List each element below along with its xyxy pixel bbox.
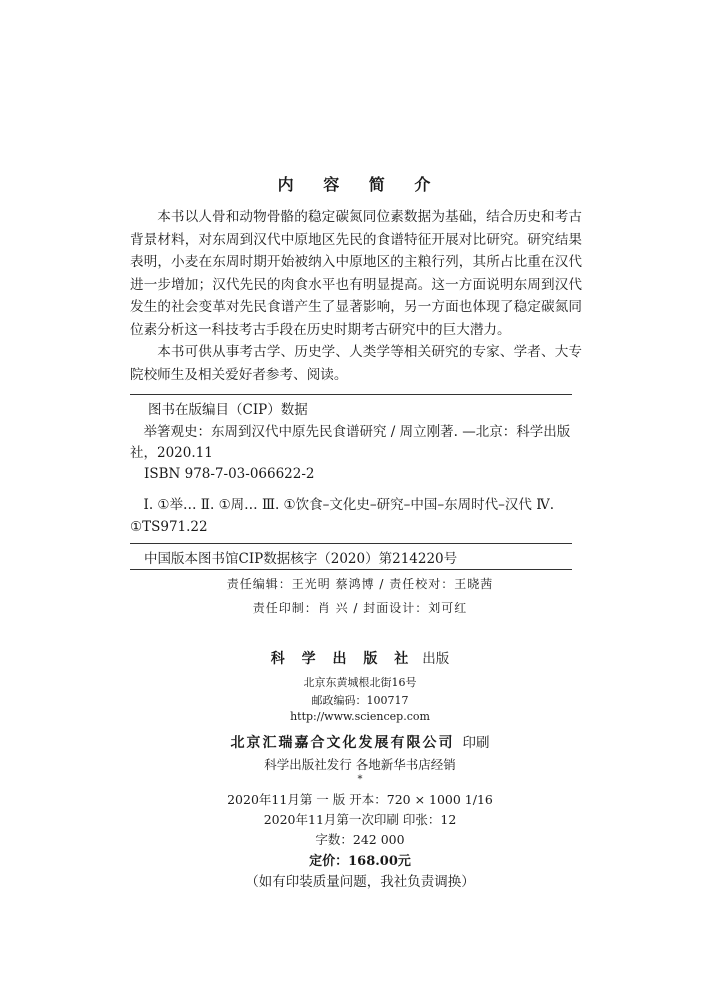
quality-notice: （如有印装质量问题，我社负责调换） bbox=[245, 874, 475, 890]
printer-line bbox=[0, 731, 720, 752]
credits-line-2: 责任印制：肖 兴 / 封面设计：刘可红 bbox=[252, 601, 468, 615]
cip-isbn: ISBN 978-7-03-066622-2 bbox=[144, 466, 315, 482]
summary-title: 内 容 简 介 bbox=[277, 175, 443, 194]
separator-mark: * bbox=[357, 774, 363, 785]
printer-suffix: 印刷 bbox=[462, 735, 490, 751]
edition-wordcount: 字数：242 000 bbox=[315, 832, 405, 847]
edition-line-2: 2020年11月第一次印刷 印张：12 bbox=[263, 812, 457, 827]
cip-main-entry-text: 举箸观史：东周到汉代中原先民食谱研究 / 周立刚著. —北京：科学出版社，2020.11 bbox=[130, 424, 571, 461]
cip-record-number: 中国版本图书馆CIP数据核字（2020）第214220号 bbox=[144, 551, 458, 567]
publisher-url: http://www.sciencep.com bbox=[290, 710, 430, 723]
publisher-logo: 科 学 出 版 社 bbox=[270, 651, 415, 667]
publisher-suffix: 出版 bbox=[422, 651, 450, 667]
cip-heading: 图书在版编目（CIP）数据 bbox=[148, 402, 308, 418]
price: 定价：168.00元 bbox=[309, 854, 411, 869]
summary-body bbox=[130, 206, 582, 386]
cip-top-rule bbox=[130, 394, 572, 395]
cip-classification-text: Ⅰ. ①举… Ⅱ. ①周… Ⅲ. ①饮食–文化史–研究–中国–东周时代–汉代 Ⅳ. ①TS971.22 bbox=[130, 497, 554, 535]
edition-line-1: 2020年11月第 一 版 开本：720 × 1000 1/16 bbox=[227, 792, 493, 807]
publisher-line bbox=[0, 647, 720, 668]
cip-bottom-rule bbox=[130, 569, 572, 570]
summary-paragraph-2: 本书可供从事考古学、历史学、人类学等相关研究的专家、学者、大专院校师生及相关爱好者参考、阅读。 bbox=[130, 344, 582, 383]
publisher-address: 北京东黄城根北街16号 bbox=[303, 676, 417, 689]
cip-classification bbox=[130, 494, 572, 538]
cip-mid-rule bbox=[130, 543, 572, 544]
credits-line-1: 责任编辑：王光明 蔡鸿博 / 责任校对：王晓茜 bbox=[226, 577, 494, 591]
summary-paragraph-1: 本书以人骨和动物骨骼的稳定碳氮同位素数据为基础，结合历史和考古背景材料，对东周到汉代中原地区先民的食谱特征开展对比研究。研究结果表明，小麦在东周时期开始被纳入中原地区的主粮行列，其所占比重在汉代进一步增加；汉代先民的肉食水平也有明显提高。这一方面说明东周到汉代发生的社会变革对先民食谱产生了显著影响，另一方面也体现了稳定碳氮同位素分析这一科技考古手段在历史时期考古研究中的巨大潜力。 bbox=[130, 209, 582, 338]
cip-main-entry bbox=[130, 422, 572, 464]
distribution-line: 科学出版社发行 各地新华书店经销 bbox=[264, 757, 456, 772]
publisher-postcode: 邮政编码：100717 bbox=[311, 694, 409, 707]
printer-name: 北京汇瑞嘉合文化发展有限公司 bbox=[230, 735, 455, 751]
